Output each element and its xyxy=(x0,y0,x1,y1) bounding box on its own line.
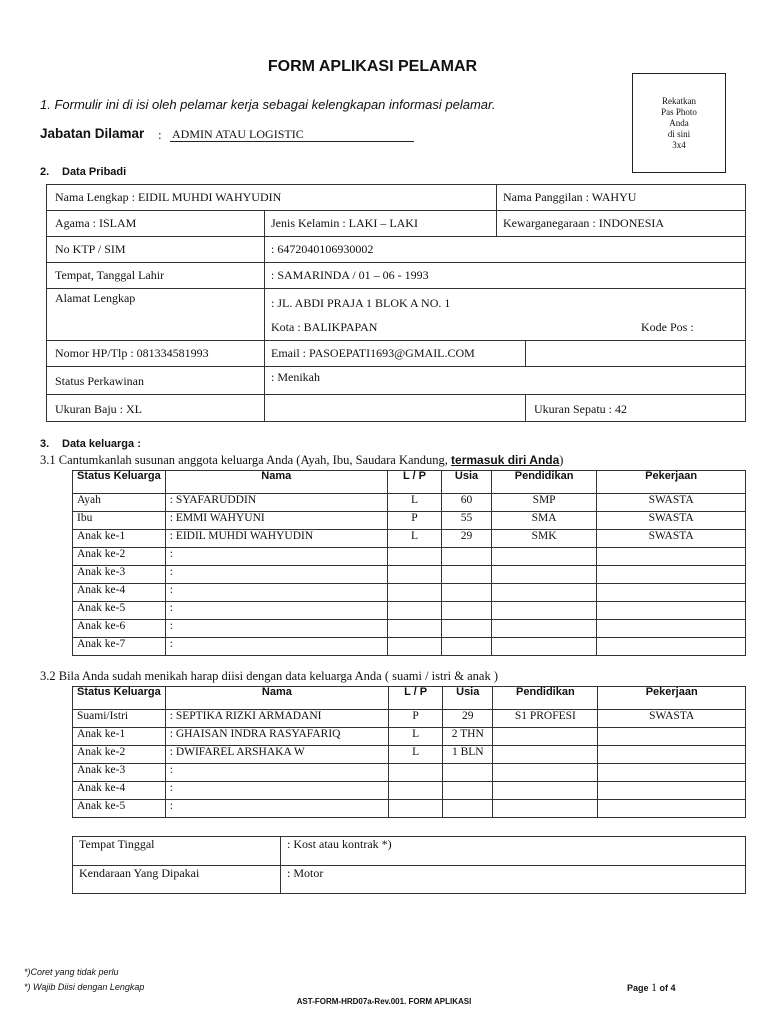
family-cell-usia[interactable]: 29 xyxy=(442,530,492,548)
nama-lengkap: Nama Lengkap : EIDIL MUHDI WAHYUDIN xyxy=(55,190,282,204)
sub-3-1-emphasis: termasuk diri Anda xyxy=(451,453,560,467)
family-cell-lp[interactable] xyxy=(387,638,441,656)
spouse-cell-usia[interactable]: 1 BLN xyxy=(443,746,493,764)
family-cell-lp[interactable] xyxy=(387,620,441,638)
family-cell-lp[interactable] xyxy=(387,566,441,584)
family-cell-pekerjaan[interactable] xyxy=(597,548,746,566)
family-cell-pekerjaan[interactable]: SWASTA xyxy=(597,512,746,530)
document-code: AST-FORM-HRD07a-Rev.001. FORM APLIKASI xyxy=(296,997,472,1006)
spouse-cell-nama[interactable]: : xyxy=(165,800,388,818)
col-nama: Nama xyxy=(165,471,387,494)
tempat-tinggal-value: : Kost atau kontrak *) xyxy=(287,837,392,851)
spouse-cell-pendidikan[interactable] xyxy=(493,746,598,764)
sub-3-2: 3.2 Bila Anda sudah menikah harap diisi dengan data keluarga Anda ( suami / istri & anak ) xyxy=(40,669,498,683)
status-label: Status Perkawinan xyxy=(55,374,144,388)
family-cell-pendidikan[interactable] xyxy=(491,566,596,584)
spouse-row xyxy=(73,764,746,782)
agama: Agama : ISLAM xyxy=(55,216,137,230)
page-of: of 4 xyxy=(659,983,676,993)
spouse-cell-lp[interactable]: P xyxy=(389,710,443,728)
family-cell-status: Anak ke-2 xyxy=(73,548,166,566)
family-cell-pekerjaan[interactable] xyxy=(597,620,746,638)
spouse-cell-usia[interactable] xyxy=(443,800,493,818)
family-cell-pekerjaan[interactable]: SWASTA xyxy=(597,494,746,512)
family-cell-pekerjaan[interactable]: SWASTA xyxy=(597,530,746,548)
family-cell-usia[interactable] xyxy=(442,620,492,638)
family-cell-pendidikan[interactable] xyxy=(491,620,596,638)
residence-table xyxy=(72,836,746,894)
family-cell-status: Anak ke-7 xyxy=(73,638,166,656)
family-cell-pendidikan[interactable] xyxy=(491,638,596,656)
family-table xyxy=(72,470,746,656)
jenis-kelamin-cell[interactable] xyxy=(264,210,497,237)
spouse-cell-pekerjaan[interactable] xyxy=(598,728,746,746)
family-cell-nama[interactable]: : xyxy=(165,638,387,656)
jabatan-colon: : xyxy=(158,127,162,142)
spouse-row xyxy=(73,728,746,746)
family-row xyxy=(73,548,746,566)
kewarganegaraan: Kewarganegaraan : INDONESIA xyxy=(503,216,665,230)
nama-panggilan: Nama Panggilan : WAHYU xyxy=(503,190,637,204)
footnote-coret: *)Coret yang tidak perlu xyxy=(24,967,119,977)
spouse-row xyxy=(73,746,746,764)
family-cell-status: Anak ke-5 xyxy=(73,602,166,620)
spouse-table xyxy=(72,686,746,818)
kewarganegaraan-cell[interactable] xyxy=(496,210,746,237)
col-lp: L / P xyxy=(389,687,443,710)
spouse-cell-nama[interactable]: : SEPTIKA RIZKI ARMADANI xyxy=(165,710,388,728)
family-cell-status: Anak ke-4 xyxy=(73,584,166,602)
family-cell-lp[interactable] xyxy=(387,584,441,602)
family-row xyxy=(73,620,746,638)
ktp-value: : 6472040106930002 xyxy=(271,242,374,256)
family-cell-pendidikan[interactable]: SMP xyxy=(491,494,596,512)
sub-3-1 xyxy=(40,453,563,468)
baju-cell[interactable] xyxy=(46,394,265,422)
photo-line-3: Anda xyxy=(669,118,689,128)
family-cell-lp[interactable]: L xyxy=(387,530,441,548)
photo-line-1: Rekatkan xyxy=(662,96,696,106)
spouse-cell-usia[interactable]: 2 THN xyxy=(443,728,493,746)
spouse-cell-status: Anak ke-4 xyxy=(73,782,166,800)
ktp-label-cell xyxy=(46,236,265,263)
family-cell-nama[interactable]: : xyxy=(165,548,387,566)
status-value-cell[interactable] xyxy=(264,366,746,395)
family-cell-status: Ibu xyxy=(73,512,166,530)
spouse-cell-status: Anak ke-5 xyxy=(73,800,166,818)
col-pendidikan: Pendidikan xyxy=(493,687,598,710)
spouse-cell-usia[interactable] xyxy=(443,782,493,800)
spouse-cell-status: Anak ke-2 xyxy=(73,746,166,764)
col-nama: Nama xyxy=(165,687,388,710)
kendaraan-label-cell xyxy=(72,865,281,894)
jenis-kelamin: Jenis Kelamin : LAKI – LAKI xyxy=(271,216,418,230)
family-cell-nama[interactable]: : EMMI WAHYUNI xyxy=(165,512,387,530)
spouse-cell-pekerjaan[interactable] xyxy=(598,782,746,800)
spouse-cell-usia[interactable]: 29 xyxy=(443,710,493,728)
ukuran-baju: Ukuran Baju : XL xyxy=(55,402,142,416)
email-cell[interactable] xyxy=(264,340,526,367)
family-row xyxy=(73,566,746,584)
ktp-value-cell[interactable] xyxy=(264,236,746,263)
alamat-value-cell[interactable] xyxy=(264,288,746,341)
family-row xyxy=(73,602,746,620)
spouse-cell-lp[interactable] xyxy=(389,782,443,800)
jabatan-label: Jabatan Dilamar xyxy=(40,126,145,141)
spouse-cell-status: Suami/Istri xyxy=(73,710,166,728)
hp-cell[interactable] xyxy=(46,340,265,367)
spouse-cell-usia[interactable] xyxy=(443,764,493,782)
family-table-header xyxy=(73,471,746,494)
alamat-label: Alamat Lengkap xyxy=(55,291,136,305)
spouse-row xyxy=(73,782,746,800)
sub-3-1-text: 3.1 Cantumkanlah susunan anggota keluarga Anda (Ayah, Ibu, Saudara Kandung, xyxy=(40,453,452,467)
nomor-hp: Nomor HP/Tlp : 081334581993 xyxy=(55,346,209,360)
spouse-cell-lp[interactable] xyxy=(389,764,443,782)
kota: Kota : BALIKPAPAN xyxy=(271,320,378,334)
nama-panggilan-cell[interactable] xyxy=(496,184,746,211)
col-usia: Usia xyxy=(443,687,493,710)
family-cell-usia[interactable] xyxy=(442,602,492,620)
family-cell-usia[interactable]: 55 xyxy=(442,512,492,530)
spouse-cell-pekerjaan[interactable] xyxy=(598,764,746,782)
family-cell-nama[interactable]: : SYAFARUDDIN xyxy=(165,494,387,512)
section-2-number: 2. xyxy=(40,166,50,178)
col-lp: L / P xyxy=(387,471,441,494)
family-cell-nama[interactable]: : EIDIL MUHDI WAHYUDIN xyxy=(165,530,387,548)
family-cell-status: Ayah xyxy=(73,494,166,512)
ukuran-sepatu: Ukuran Sepatu : 42 xyxy=(534,402,627,416)
col-status: Status Keluarga xyxy=(73,687,166,710)
family-cell-nama[interactable]: : xyxy=(165,620,387,638)
family-cell-usia[interactable] xyxy=(442,638,492,656)
family-cell-lp[interactable] xyxy=(387,548,441,566)
family-cell-usia[interactable] xyxy=(442,548,492,566)
nama-lengkap-cell[interactable] xyxy=(46,184,497,211)
family-row xyxy=(73,494,746,512)
section-2-heading: Data Pribadi xyxy=(62,166,127,178)
agama-cell[interactable] xyxy=(46,210,265,237)
family-cell-pendidikan[interactable]: SMA xyxy=(491,512,596,530)
kendaraan-value: : Motor xyxy=(287,866,324,880)
family-cell-status: Anak ke-1 xyxy=(73,530,166,548)
spouse-cell-lp[interactable]: L xyxy=(389,728,443,746)
col-pendidikan: Pendidikan xyxy=(491,471,596,494)
family-cell-pekerjaan[interactable] xyxy=(597,602,746,620)
spouse-cell-pekerjaan[interactable] xyxy=(598,746,746,764)
family-cell-nama[interactable]: : xyxy=(165,566,387,584)
tempat-tinggal-label: Tempat Tinggal xyxy=(79,837,155,851)
intro-text: 1. Formulir ini di isi oleh pelamar kerja sebagai kelengkapan informasi pelamar. xyxy=(40,97,496,112)
page-indicator xyxy=(627,980,676,995)
col-pekerjaan: Pekerjaan xyxy=(598,687,746,710)
kendaraan-value-cell[interactable] xyxy=(280,865,746,894)
spouse-cell-nama[interactable]: : DWIFAREL ARSHAKA W xyxy=(165,746,388,764)
family-row xyxy=(73,530,746,548)
spouse-cell-pekerjaan[interactable] xyxy=(598,800,746,818)
page-label: Page xyxy=(627,983,649,993)
spouse-cell-pendidikan[interactable]: S1 PROFESI xyxy=(493,710,598,728)
family-cell-pendidikan[interactable]: SMK xyxy=(491,530,596,548)
kode-pos: Kode Pos : xyxy=(641,320,694,334)
ktp-label: No KTP / SIM xyxy=(55,242,126,256)
col-status: Status Keluarga xyxy=(73,471,166,494)
spouse-row xyxy=(73,800,746,818)
spouse-cell-status: Anak ke-3 xyxy=(73,764,166,782)
section-3-heading: Data keluarga : xyxy=(62,438,141,450)
page-number: 1 xyxy=(651,980,658,994)
ttl-label-cell xyxy=(46,262,265,289)
family-cell-lp[interactable] xyxy=(387,602,441,620)
spouse-cell-nama[interactable]: : GHAISAN INDRA RASYAFARIQ xyxy=(165,728,388,746)
family-cell-pekerjaan[interactable] xyxy=(597,566,746,584)
photo-line-5: 3x4 xyxy=(672,140,686,150)
photo-line-2: Pas Photo xyxy=(661,107,697,117)
footnote-wajib: *) Wajib Diisi dengan Lengkap xyxy=(24,982,145,992)
spouse-row xyxy=(73,710,746,728)
spouse-cell-pendidikan[interactable] xyxy=(493,800,598,818)
status-label-cell xyxy=(46,366,265,395)
family-row xyxy=(73,638,746,656)
family-cell-lp[interactable]: P xyxy=(387,512,441,530)
ttl-value: : SAMARINDA / 01 – 06 - 1993 xyxy=(271,268,429,282)
ttl-value-cell[interactable] xyxy=(264,262,746,289)
spouse-cell-pekerjaan[interactable]: SWASTA xyxy=(598,710,746,728)
data-pribadi-table xyxy=(46,184,746,422)
col-usia: Usia xyxy=(442,471,492,494)
family-row xyxy=(73,512,746,530)
family-cell-usia[interactable]: 60 xyxy=(442,494,492,512)
form-title: FORM APLIKASI PELAMAR xyxy=(267,58,478,75)
empty-cell[interactable] xyxy=(525,340,746,367)
family-cell-status: Anak ke-3 xyxy=(73,566,166,584)
family-cell-lp[interactable]: L xyxy=(387,494,441,512)
alamat-value: : JL. ABDI PRAJA 1 BLOK A NO. 1 xyxy=(271,296,451,310)
tempat-tinggal-value-cell[interactable] xyxy=(280,836,746,866)
jabatan-field[interactable]: ADMIN ATAU LOGISTIC xyxy=(170,127,414,142)
status-value: : Menikah xyxy=(271,370,320,384)
family-cell-usia[interactable] xyxy=(442,584,492,602)
spouse-cell-nama[interactable]: : xyxy=(165,764,388,782)
col-pekerjaan: Pekerjaan xyxy=(597,471,746,494)
spouse-cell-status: Anak ke-1 xyxy=(73,728,166,746)
spouse-cell-lp[interactable] xyxy=(389,800,443,818)
spouse-cell-pendidikan[interactable] xyxy=(493,782,598,800)
spouse-table-header xyxy=(73,687,746,710)
family-cell-pendidikan[interactable] xyxy=(491,584,596,602)
spouse-cell-nama[interactable]: : xyxy=(165,782,388,800)
family-cell-pendidikan[interactable] xyxy=(491,602,596,620)
kendaraan-label: Kendaraan Yang Dipakai xyxy=(79,866,200,880)
photo-placeholder xyxy=(632,73,726,173)
spouse-cell-lp[interactable]: L xyxy=(389,746,443,764)
family-cell-pekerjaan[interactable] xyxy=(597,638,746,656)
family-cell-nama[interactable]: : xyxy=(165,602,387,620)
email: Email : PASOEPATI1693@GMAIL.COM xyxy=(271,346,475,360)
tempat-tinggal-label-cell xyxy=(72,836,281,866)
family-row xyxy=(73,584,746,602)
family-cell-pekerjaan[interactable] xyxy=(597,584,746,602)
baju-empty-cell[interactable] xyxy=(264,394,526,422)
photo-line-4: di sini xyxy=(667,129,691,139)
section-3-number: 3. xyxy=(40,438,50,450)
family-cell-usia[interactable] xyxy=(442,566,492,584)
alamat-label-cell xyxy=(46,288,265,341)
spouse-cell-pendidikan[interactable] xyxy=(493,728,598,746)
sepatu-cell[interactable] xyxy=(525,394,746,422)
spouse-cell-pendidikan[interactable] xyxy=(493,764,598,782)
family-cell-pendidikan[interactable] xyxy=(491,548,596,566)
family-cell-nama[interactable]: : xyxy=(165,584,387,602)
family-cell-status: Anak ke-6 xyxy=(73,620,166,638)
ttl-label: Tempat, Tanggal Lahir xyxy=(55,268,165,282)
sub-3-1-close: ) xyxy=(559,453,564,467)
